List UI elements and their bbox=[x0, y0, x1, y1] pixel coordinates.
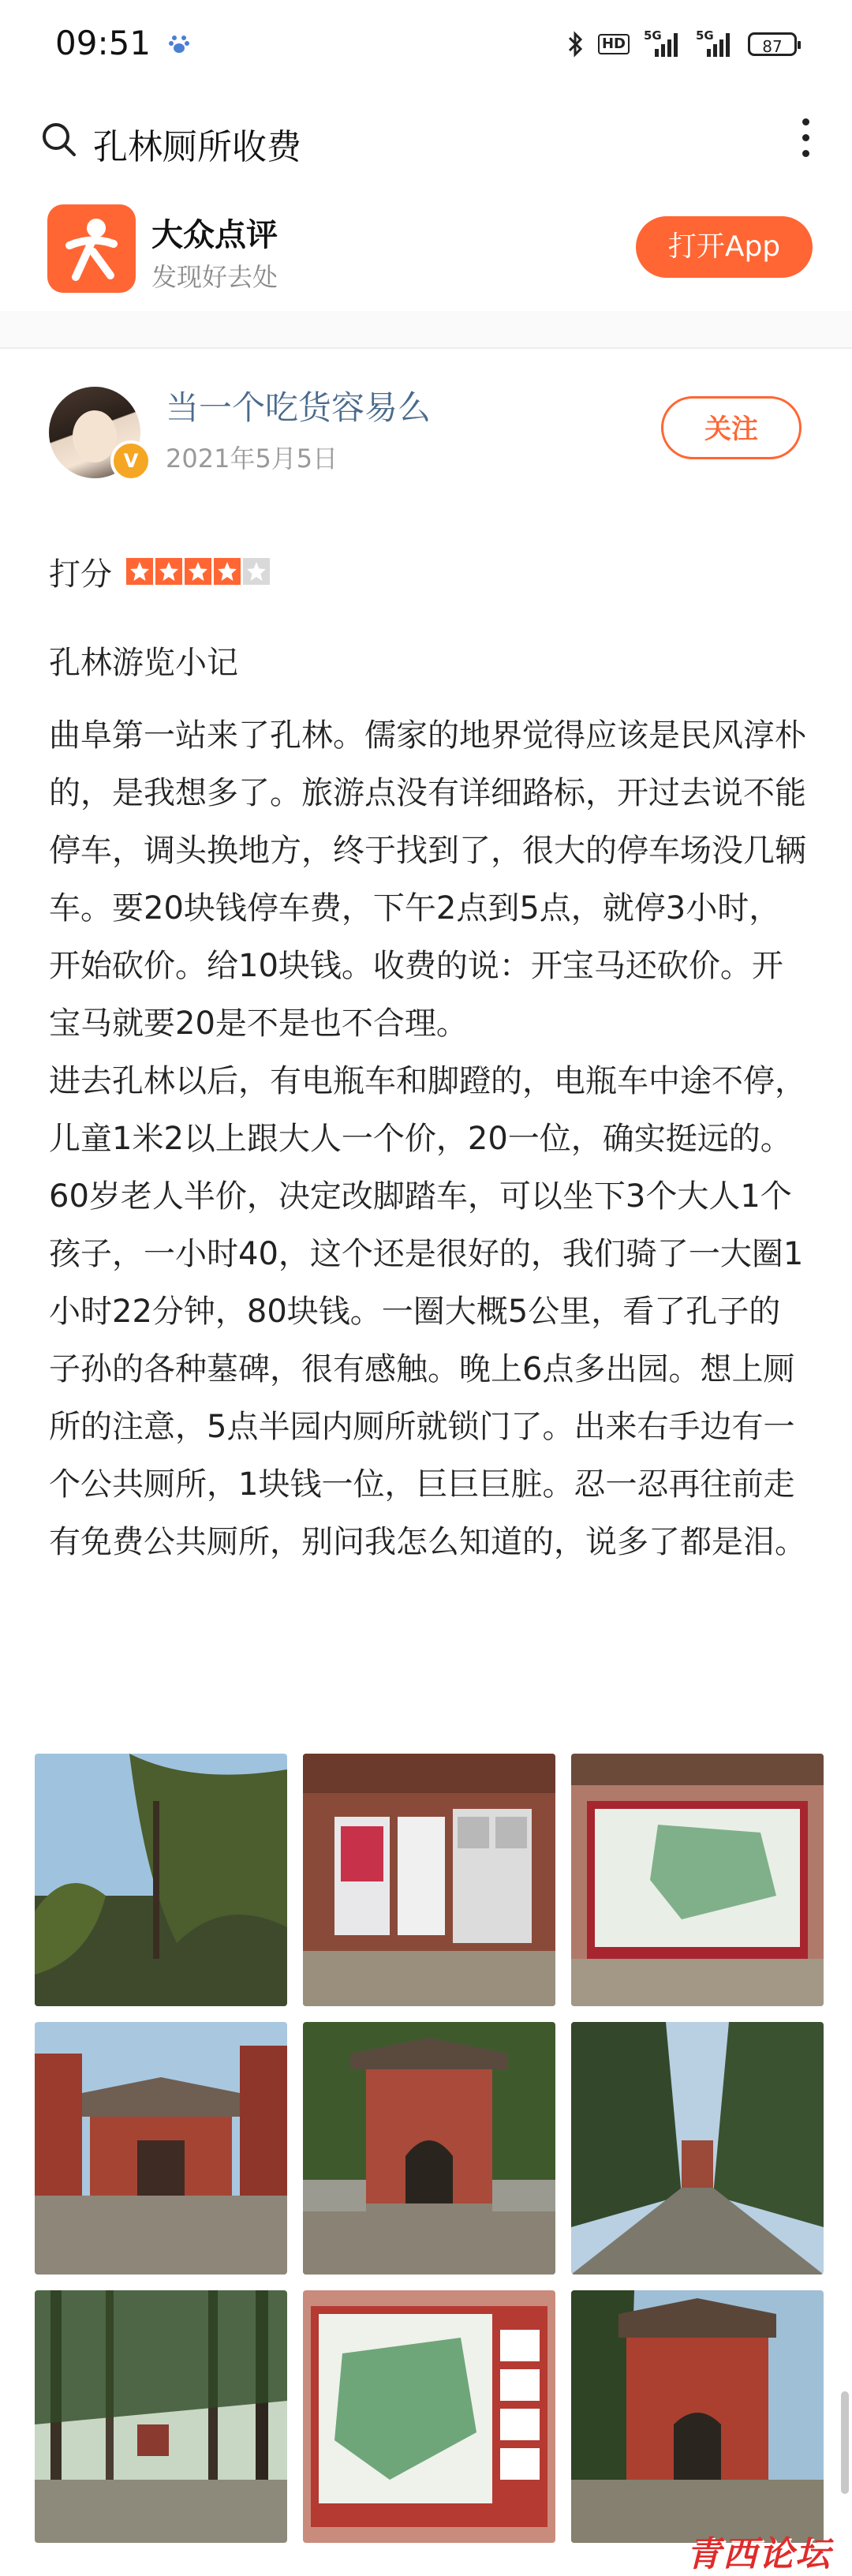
signal-icon-2 bbox=[696, 30, 734, 58]
battery-icon: 87 bbox=[748, 32, 797, 56]
status-bar bbox=[0, 0, 852, 93]
review-date: 2021年5月5日 bbox=[166, 444, 338, 474]
author-name[interactable]: 当一个吃货容易么 bbox=[166, 388, 432, 427]
search-icon[interactable] bbox=[39, 120, 79, 159]
hd-voice-badge: HD bbox=[598, 34, 630, 54]
status-icons bbox=[566, 28, 797, 60]
rating-stars bbox=[126, 558, 270, 585]
open-app-button[interactable]: 打开App bbox=[636, 216, 813, 278]
review-title: 孔林游览小记 bbox=[49, 645, 238, 681]
photo-grid bbox=[35, 1754, 824, 2543]
signal-label-2: 5G bbox=[696, 28, 714, 43]
review-photo[interactable] bbox=[35, 2290, 287, 2543]
bluetooth-icon bbox=[566, 30, 584, 58]
star-filled-icon bbox=[214, 558, 241, 585]
search-bar[interactable] bbox=[0, 93, 852, 186]
app-name: 大众点评 bbox=[151, 217, 278, 253]
review-photo[interactable] bbox=[571, 2022, 824, 2275]
review-photo[interactable] bbox=[303, 2022, 555, 2275]
rating-row bbox=[49, 548, 270, 595]
star-empty-icon bbox=[243, 558, 270, 585]
section-divider bbox=[0, 311, 852, 349]
review-photo[interactable] bbox=[303, 2290, 555, 2543]
scrollbar-thumb[interactable] bbox=[841, 2391, 849, 2494]
app-download-banner bbox=[0, 186, 852, 313]
review-paragraph: 进去孔林以后，有电瓶车和脚蹬的，电瓶车中途不停，儿童1米2以上跟大人一个价，20一位，确实挺远的。60岁老人半价，决定改脚踏车，可以坐下3个大人1个孩子，一小时40，这个还是很好的，我们骑了一大圈1小时22分钟，80块钱。一圈大概5公里，看了孔子的子孙的各种墓碑，很有感触。晚上6点多出园。想上厕所的注意，5点半园内厕所就锁门了。出来右手边有一个公共厕所，1块钱一位，巨巨巨脏。忍一忍再往前走有免费公共厕所，别问我怎么知道的，说多了都是泪。 bbox=[49, 1063, 806, 1560]
status-time: 09:51 bbox=[55, 24, 151, 62]
paw-icon bbox=[167, 32, 191, 55]
review-photo[interactable] bbox=[571, 1754, 824, 2006]
review-photo[interactable] bbox=[35, 2022, 287, 2275]
verified-badge-icon: V bbox=[110, 440, 151, 481]
forum-watermark: 青西论坛 bbox=[686, 2534, 831, 2574]
more-options-icon[interactable] bbox=[800, 118, 811, 163]
review-body bbox=[49, 707, 811, 1571]
star-filled-icon bbox=[155, 558, 182, 585]
signal-label: 5G bbox=[644, 28, 662, 43]
search-query[interactable]: 孔林厕所收费 bbox=[93, 127, 301, 167]
star-filled-icon bbox=[126, 558, 153, 585]
review-photo[interactable] bbox=[35, 1754, 287, 2006]
app-slogan: 发现好去处 bbox=[151, 262, 278, 292]
dianping-logo-icon bbox=[47, 204, 136, 293]
signal-icon bbox=[644, 30, 682, 58]
rating-label: 打分 bbox=[49, 556, 112, 593]
review-paragraph: 曲阜第一站来了孔林。儒家的地界觉得应该是民风淳朴的，是我想多了。旅游点没有详细路标，开过去说不能停车，调头换地方，终于找到了，很大的停车场没几辆车。要20块钱停车费，下午2点到5点，就停3小时，开始砍价。给10块钱。收费的说：开宝马还砍价。开宝马就要20是不是也不合理。 bbox=[49, 717, 806, 1042]
star-filled-icon bbox=[185, 558, 211, 585]
review-photo[interactable] bbox=[571, 2290, 824, 2543]
follow-button[interactable]: 关注 bbox=[661, 396, 802, 459]
review-photo[interactable] bbox=[303, 1754, 555, 2006]
